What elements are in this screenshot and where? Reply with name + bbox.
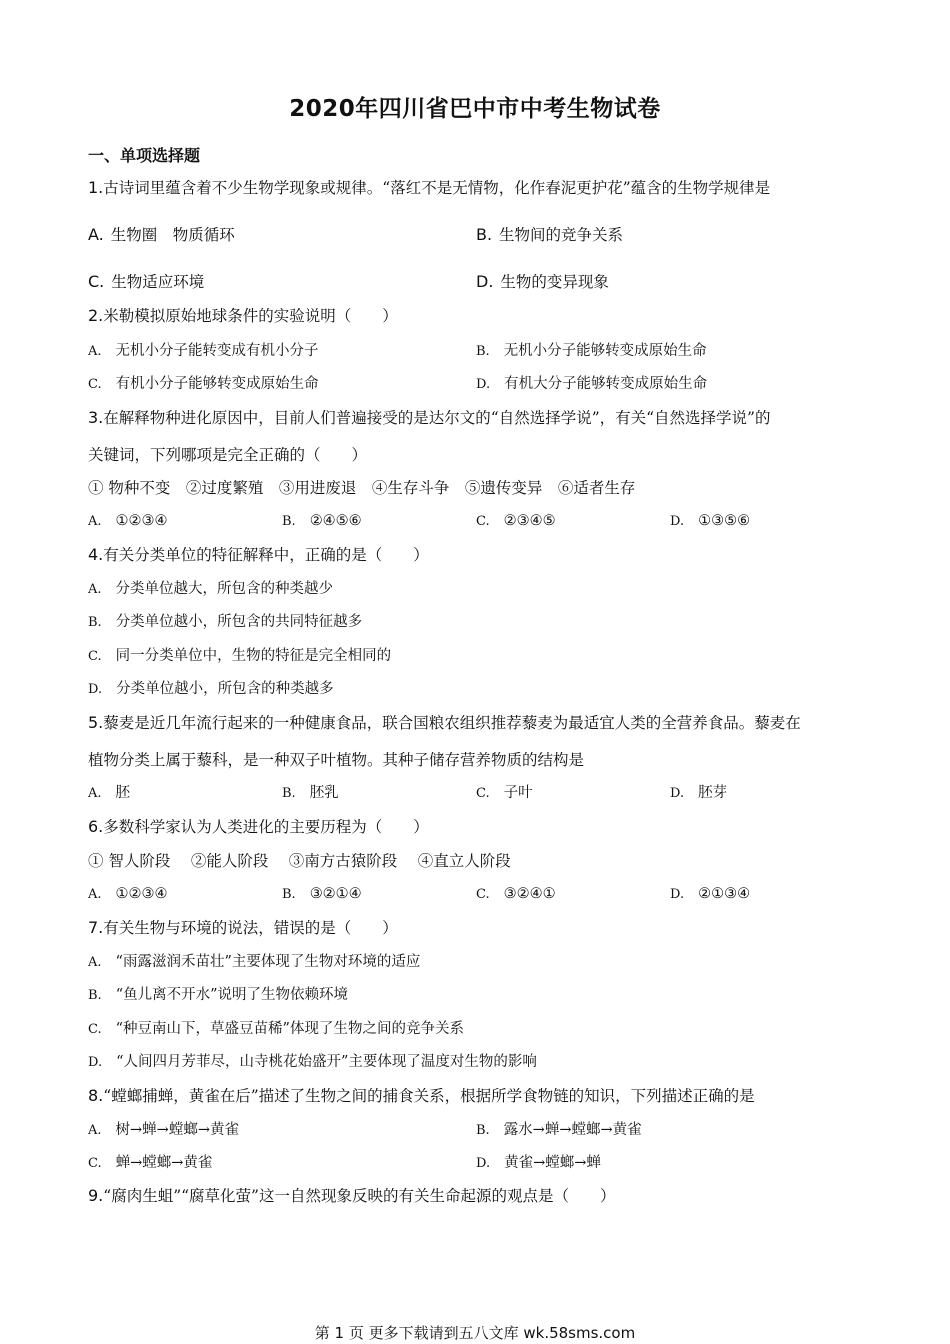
option-d: D. 有机大分子能够转变成原始生命 — [476, 376, 708, 392]
question-8: 8.“螳螂捕蝉，黄雀在后”描述了生物之间的捕食关系，根据所学食物链的知识，下列描述正确的是 — [88, 1086, 755, 1105]
question-3: 3.在解释物种进化原因中，目前人们普遍接受的是达尔文的“自然选择学说”，有关“自然选择学说”的 — [88, 408, 771, 427]
section-heading: 一、单项选择题 — [88, 146, 201, 165]
option-c: C. ③②④① — [476, 886, 556, 902]
question-text-continued: 关键词，下列哪项是完全正确的（ ） — [88, 446, 368, 464]
option-a: A. “雨露滋润禾苗壮”主要体现了生物对环境的适应 — [88, 954, 421, 970]
option-d: D. 胚芽 — [670, 785, 728, 801]
option-c: C. 同一分类单位中，生物的特征是完全相同的 — [88, 648, 392, 664]
question-7: 7.有关生物与环境的说法，错误的是（ ） — [88, 918, 398, 937]
page-footer: 第 1 页 更多下载请到五八文库 wk.58sms.com — [314, 1324, 636, 1342]
option-a: A. 无机小分子能转变成有机小分子 — [88, 343, 319, 359]
option-a: A. ①②③④ — [88, 886, 168, 902]
question-9: 9.“腐肉生蛆”“腐草化萤”这一自然现象反映的有关生命起源的观点是（ ） — [88, 1186, 616, 1205]
option-d: D. 生物的变异现象 — [476, 272, 609, 291]
option-d: D. ①③⑤⑥ — [670, 513, 751, 529]
question-5: 5.藜麦是近几年流行起来的一种健康食品，联合国粮农组织推荐藜麦为最适宜人类的全营养食品。藜麦在 — [88, 713, 801, 732]
option-a: A. ①②③④ — [88, 513, 168, 529]
option-c: C. 生物适应环境 — [88, 272, 205, 291]
question-1 — [88, 178, 770, 198]
option-b: B. 胚乳 — [282, 785, 339, 801]
option-b: B. “鱼儿离不开水”说明了生物依赖环境 — [88, 987, 349, 1003]
option-b: B. 生物间的竞争关系 — [476, 225, 624, 244]
option-b: B. 分类单位越小，所包含的共同特征越多 — [88, 614, 363, 630]
option-d: D. “人间四月芳菲尽，山寺桃花始盛开”主要体现了温度对生物的影响 — [88, 1054, 537, 1070]
option-d: D. 黄雀→螳螂→蝉 — [476, 1155, 601, 1171]
question-4: 4.有关分类单位的特征解释中，正确的是（ ） — [88, 545, 429, 564]
question-2: 2.米勒模拟原始地球条件的实验说明（ ） — [88, 306, 398, 325]
option-b: B. 露水→蝉→螳螂→黄雀 — [476, 1122, 642, 1138]
page-title: 2020年四川省巴中市中考生物试卷 — [289, 96, 661, 122]
option-d: D. ②①③④ — [670, 886, 751, 902]
option-d: D. 分类单位越小，所包含的种类越多 — [88, 681, 334, 697]
option-a: A. 分类单位越大，所包含的种类越少 — [88, 581, 334, 597]
question-number: 1. — [88, 178, 104, 197]
option-c: C. 有机小分子能够转变成原始生命 — [88, 376, 319, 392]
option-a: A. 树→蝉→螳螂→黄雀 — [88, 1122, 239, 1138]
option-c: C. 蝉→螳螂→黄雀 — [88, 1155, 213, 1171]
question-statements: ① 智人阶段 ②能人阶段 ③南方古猿阶段 ④直立人阶段 — [88, 852, 511, 870]
option-a: A. 生物圈 物质循环 — [88, 225, 235, 244]
option-b: B. ③②①④ — [282, 886, 362, 902]
question-6: 6.多数科学家认为人类进化的主要历程为（ ） — [88, 817, 429, 836]
option-c: C. ②③④⑤ — [476, 513, 556, 529]
option-b: B. 无机小分子能够转变成原始生命 — [476, 343, 707, 359]
question-text-continued: 植物分类上属于藜科，是一种双子叶植物。其种子储存营养物质的结构是 — [88, 751, 585, 769]
question-statements: ① 物种不变 ②过度繁殖 ③用进废退 ④生存斗争 ⑤遗传变异 ⑥适者生存 — [88, 479, 636, 497]
option-b: B. ②④⑤⑥ — [282, 513, 362, 529]
option-c: C. “种豆南山下，草盛豆苗稀”体现了生物之间的竞争关系 — [88, 1021, 464, 1037]
option-a: A. 胚 — [88, 785, 131, 801]
question-text: 古诗词里蕴含着不少生物学现象或规律。“落红不是无情物，化作春泥更护花”蕴含的生物学规律是 — [103, 179, 771, 197]
option-c: C. 子叶 — [476, 785, 533, 801]
